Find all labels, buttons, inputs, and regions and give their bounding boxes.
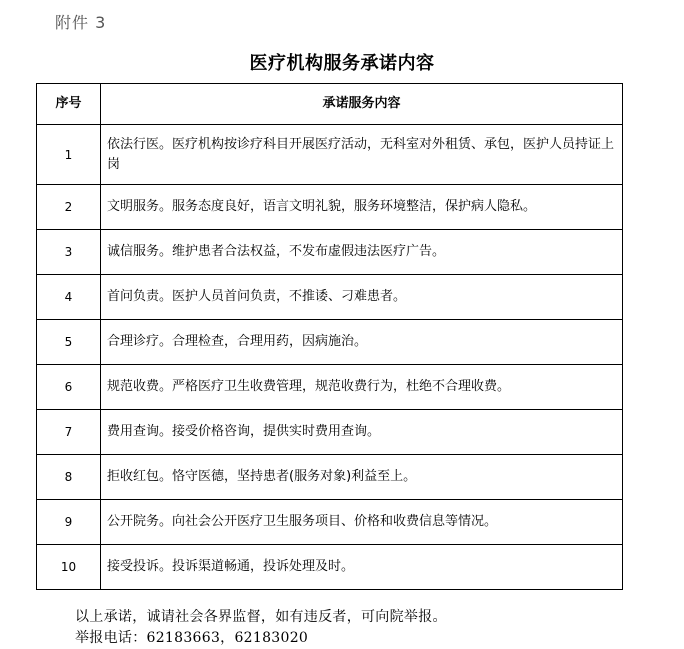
- document-title: 医疗机构服务承诺内容: [249, 53, 435, 74]
- row-content: 公开院务。向社会公开医疗卫生服务项目、价格和收费信息等情况。: [101, 500, 623, 545]
- row-number: 10: [37, 545, 101, 590]
- table-row: [37, 125, 623, 185]
- table-row: [37, 410, 623, 455]
- row-number: 7: [37, 410, 101, 455]
- row-number: 1: [37, 125, 101, 185]
- row-content: 规范收费。严格医疗卫生收费管理，规范收费行为，杜绝不合理收费。: [101, 365, 623, 410]
- table-row: [37, 365, 623, 410]
- header-content: 承诺服务内容: [101, 84, 623, 125]
- table-row: [37, 500, 623, 545]
- row-content: 接受投诉。投诉渠道畅通，投诉处理及时。: [101, 545, 623, 590]
- attachment-label: 附件 3: [55, 13, 107, 32]
- table-row: [37, 320, 623, 365]
- table-header-row: [37, 84, 623, 125]
- table-row: [37, 275, 623, 320]
- header-number: 序号: [37, 84, 101, 125]
- row-content: 首问负责。医护人员首问负责，不推诿、刁难患者。: [101, 275, 623, 320]
- table-row: [37, 185, 623, 230]
- row-content: 费用查询。接受价格咨询，提供实时费用查询。: [101, 410, 623, 455]
- table-row: [37, 455, 623, 500]
- row-content: 诚信服务。维护患者合法权益，不发布虚假违法医疗广告。: [101, 230, 623, 275]
- commitment-table: [36, 83, 623, 590]
- row-number: 2: [37, 185, 101, 230]
- row-number: 9: [37, 500, 101, 545]
- row-number: 6: [37, 365, 101, 410]
- row-number: 5: [37, 320, 101, 365]
- row-content: 依法行医。医疗机构按诊疗科目开展医疗活动，无科室对外租赁、承包，医护人员持证上岗: [101, 125, 623, 185]
- row-number: 8: [37, 455, 101, 500]
- row-content: 合理诊疗。合理检查，合理用药，因病施治。: [101, 320, 623, 365]
- table-row: [37, 230, 623, 275]
- row-content: 文明服务。服务态度良好，语言文明礼貌，服务环境整洁，保护病人隐私。: [101, 185, 623, 230]
- footer-hotline: 举报电话：62183663，62183020: [75, 630, 309, 646]
- row-content: 拒收红包。恪守医德，坚持患者(服务对象)利益至上。: [101, 455, 623, 500]
- row-number: 3: [37, 230, 101, 275]
- row-number: 4: [37, 275, 101, 320]
- footer-statement: 以上承诺，诚请社会各界监督，如有违反者，可向院举报。: [75, 609, 447, 625]
- table-row: [37, 545, 623, 590]
